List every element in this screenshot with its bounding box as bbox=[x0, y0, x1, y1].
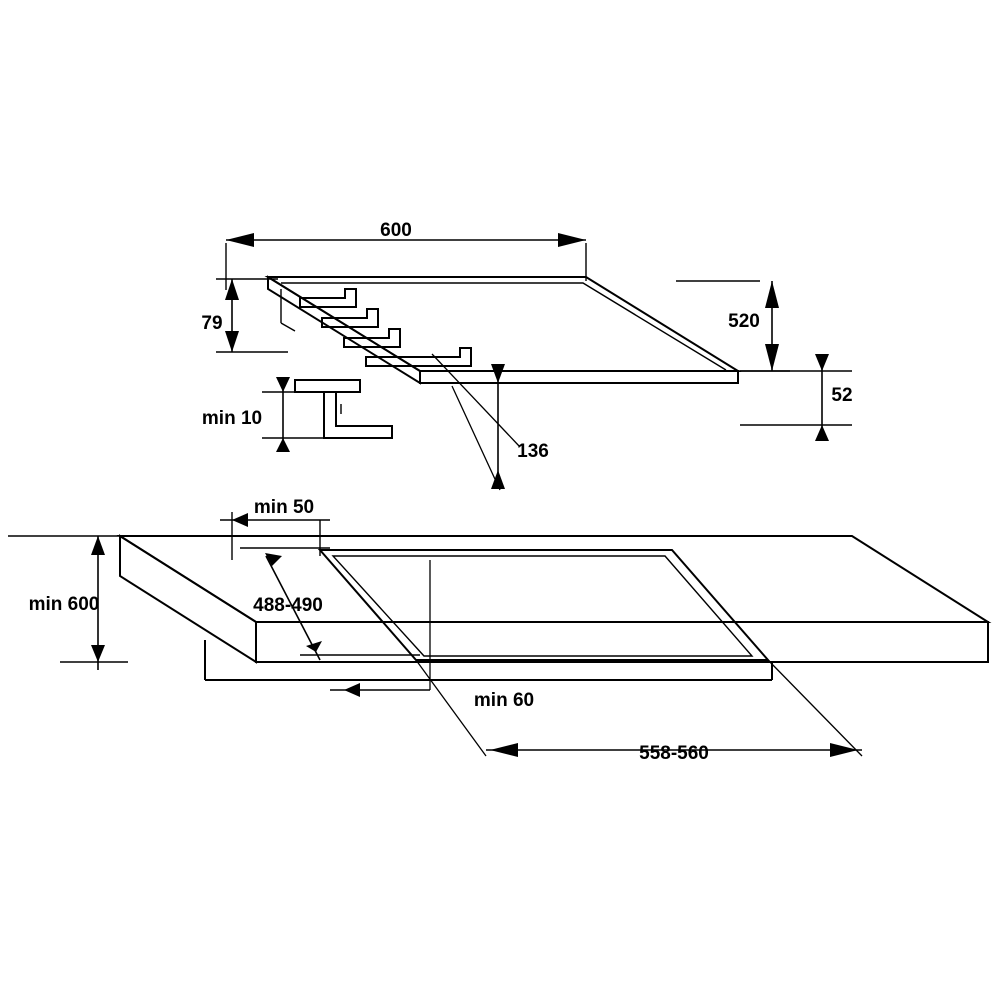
bracket-plate bbox=[295, 380, 360, 392]
dimension-520 bbox=[676, 281, 790, 371]
dimension-label-52: 52 bbox=[831, 385, 853, 406]
dimension-600 bbox=[226, 220, 586, 290]
burner-grates-group bbox=[300, 289, 471, 366]
dimension-488-490 bbox=[240, 548, 420, 660]
mounting-bracket bbox=[295, 380, 392, 438]
hob-body-front bbox=[420, 371, 738, 383]
hob-top-surface bbox=[268, 277, 738, 371]
hob-appliance-view bbox=[201, 220, 852, 490]
dimension-label-79: 79 bbox=[201, 313, 223, 334]
dimension-label-min-50: min 50 bbox=[253, 497, 315, 518]
burner-grate-4 bbox=[366, 348, 471, 366]
burner-grate-1 bbox=[300, 289, 356, 307]
dimension-min-10 bbox=[202, 377, 330, 452]
dimension-label-600: 600 bbox=[380, 220, 412, 241]
dimension-label-488-490: 488-490 bbox=[253, 595, 323, 616]
dimension-558-560 bbox=[416, 660, 862, 764]
dimension-79 bbox=[201, 279, 288, 352]
dimension-label-558-560: 558-560 bbox=[639, 743, 709, 764]
dimension-label-136: 136 bbox=[517, 441, 549, 462]
dimension-52 bbox=[740, 354, 853, 441]
burner-grate-3 bbox=[344, 329, 400, 347]
worktop-cutout-view bbox=[8, 497, 988, 764]
dimension-min-60 bbox=[330, 560, 534, 711]
dimension-label-min-10: min 10 bbox=[201, 408, 263, 429]
hob-left-support bbox=[281, 289, 295, 331]
dimension-label-min-60: min 60 bbox=[473, 690, 535, 711]
worktop-cutout-opening bbox=[320, 550, 768, 660]
dimension-136 bbox=[432, 354, 549, 490]
worktop-left-edge bbox=[120, 536, 256, 662]
dimension-label-min-600: min 600 bbox=[28, 594, 100, 615]
bracket-arm bbox=[324, 392, 392, 438]
dimension-label-520: 520 bbox=[728, 311, 760, 332]
worktop-top-surface bbox=[120, 536, 988, 622]
burner-grate-2 bbox=[322, 309, 378, 327]
dimension-min-600 bbox=[8, 536, 128, 670]
dimension-min-50 bbox=[220, 497, 330, 560]
